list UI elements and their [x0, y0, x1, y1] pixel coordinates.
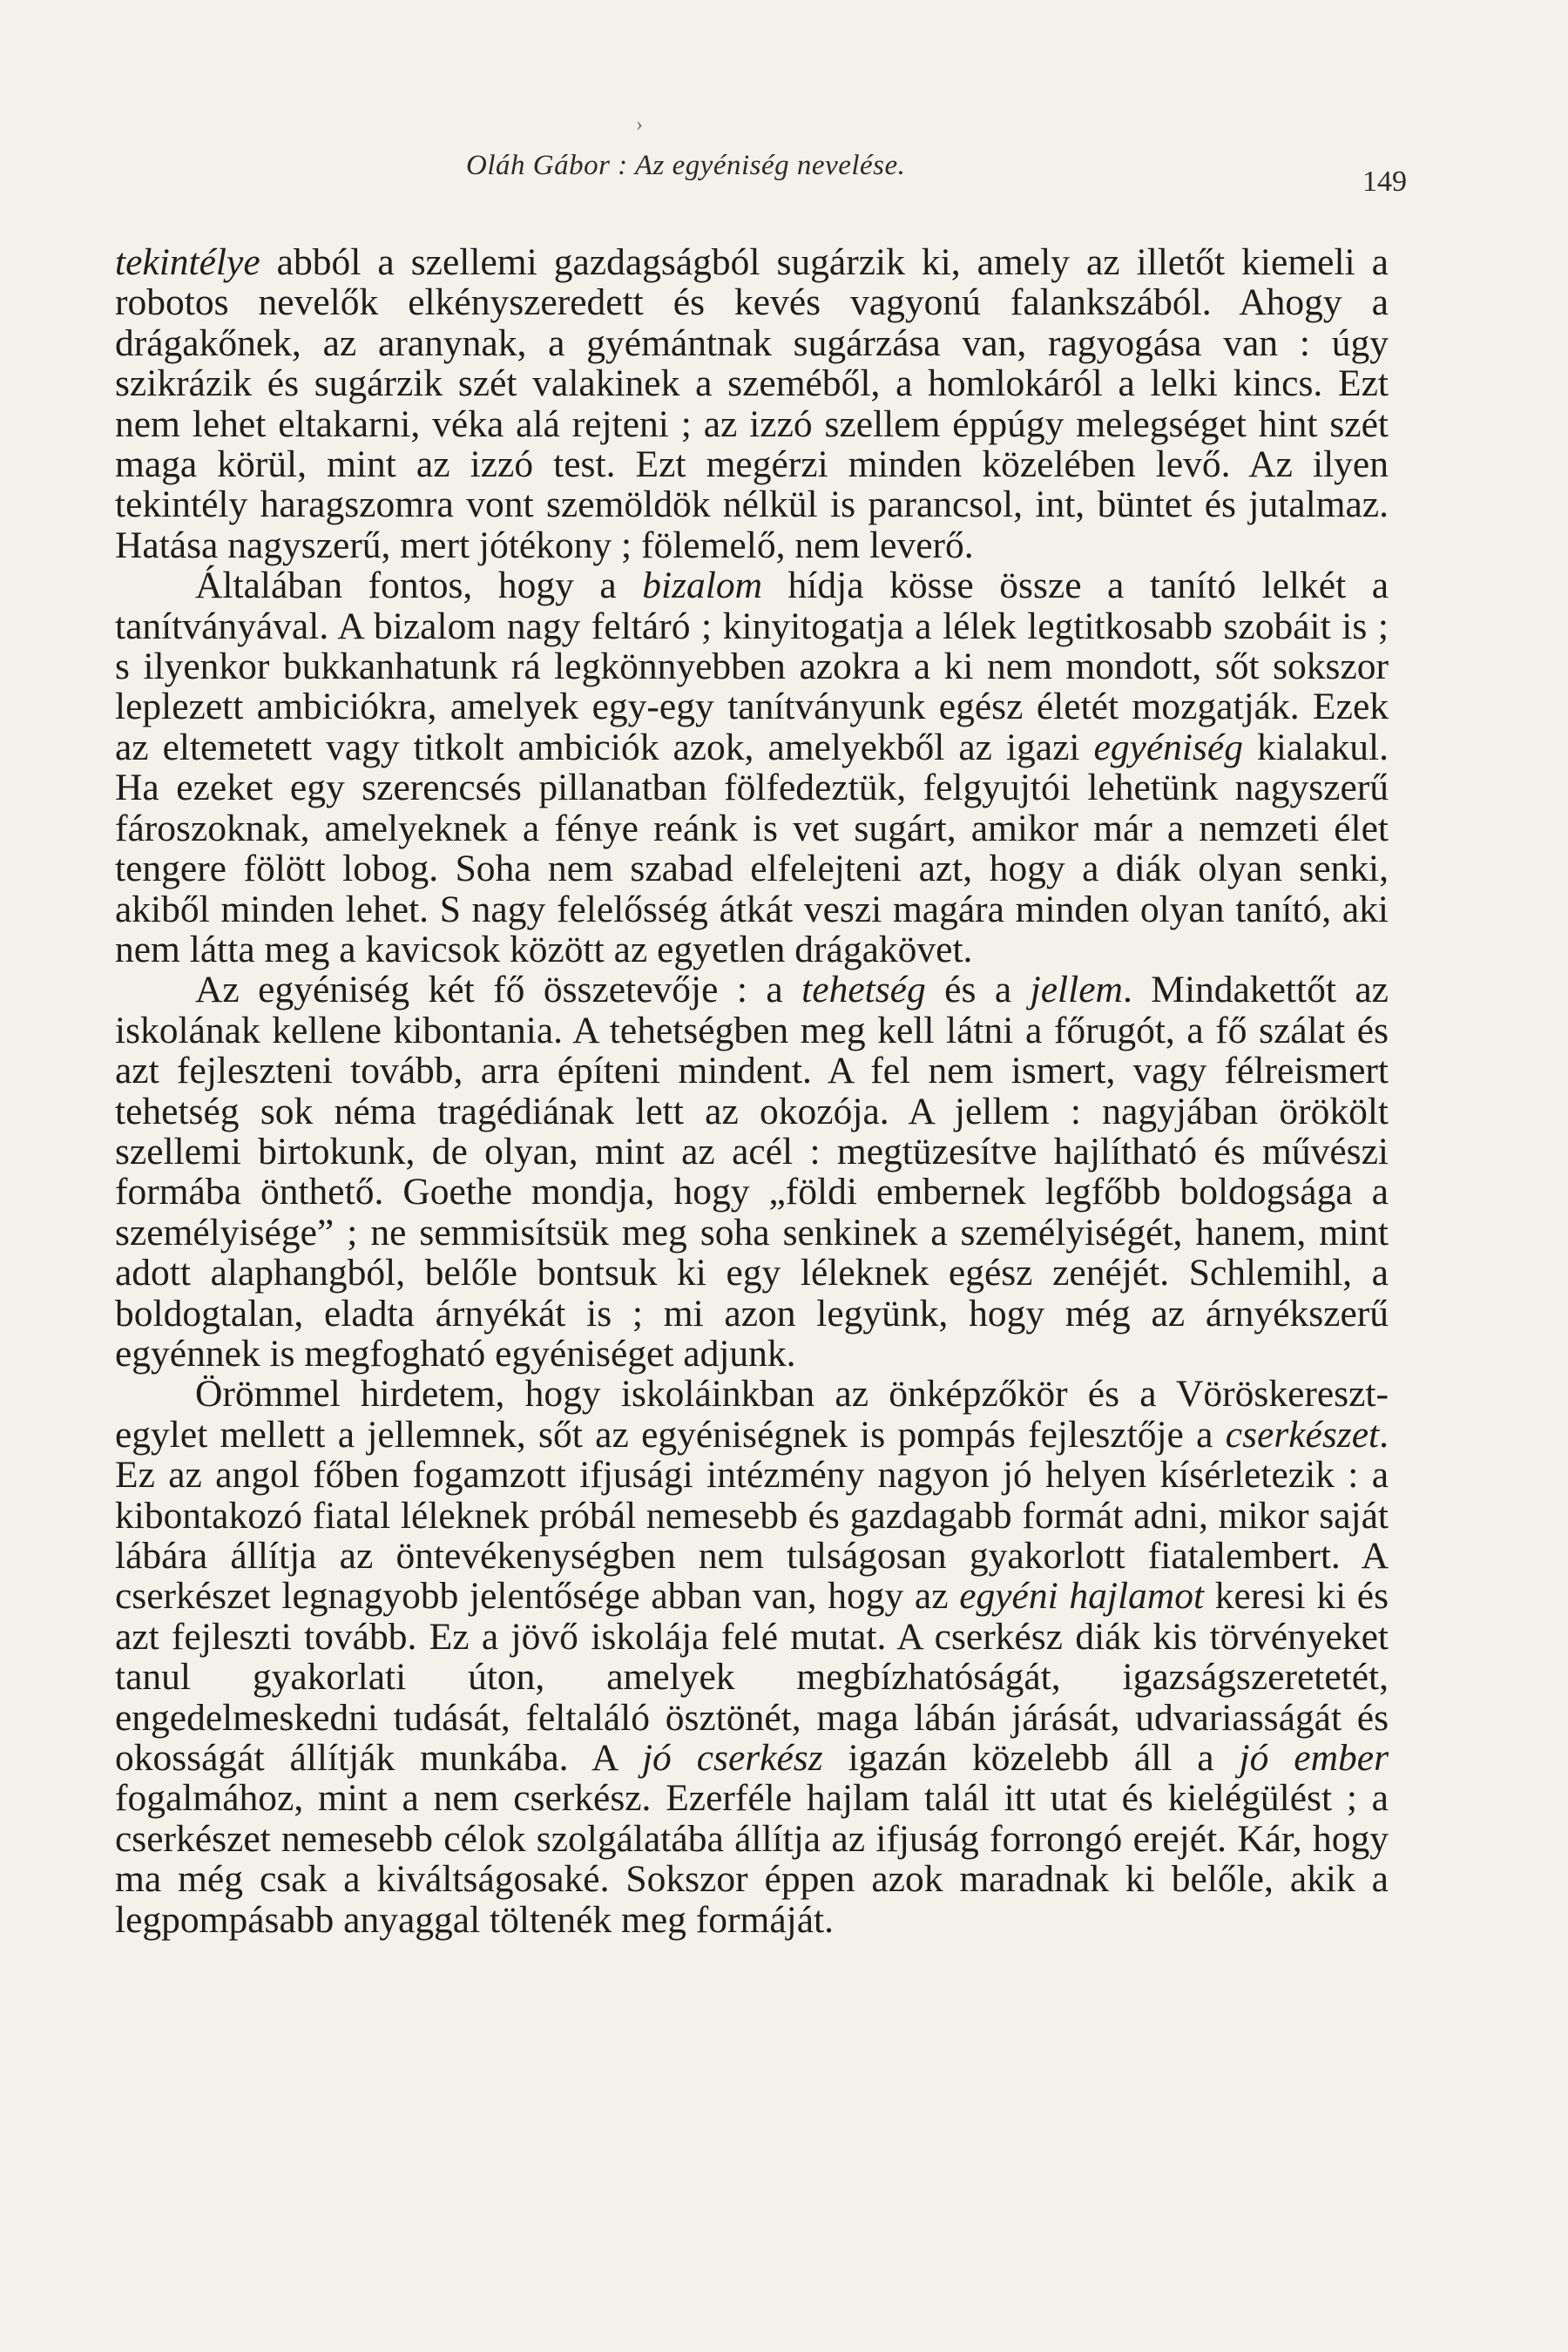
paragraph-4 [115, 1374, 1389, 1940]
text-run: és a [925, 969, 1031, 1011]
text-run: . Ez az angol főben fogamzott ifjusági intézmény nagyon jó helyen kísérletezik : a kibontakozó fiatal léleknek próbál nemesebb és gazdagabb formát adni, mikor saját lábára állítja az öntevékenységben nem tulságosan gyakorlott fiatalembert. A cserkészet legnagyobb jelentősége abban van, hogy az [115, 1413, 1389, 1618]
page-number: 149 [1362, 166, 1407, 198]
text-run: keresi ki és azt fejleszti tovább. Ez a jövő iskolája felé mutat. A cserkész diák kis törvényeket tanul gyakorlati úton, amelyek megbízhatóságát, igazságszeretetét, engedelmeskedni tudását, feltaláló ösztönét, maga lábán járását, udvariasságát és okosságát állítják munkába. A [115, 1575, 1389, 1780]
paragraph-3 [115, 970, 1389, 1374]
text-run: igazán közelebb áll a [822, 1737, 1240, 1780]
text-run: Az egyéniség két fő összetevője : a [195, 969, 802, 1011]
italic-text: jó ember [1239, 1737, 1389, 1780]
italic-text: egyéniség [1093, 726, 1243, 768]
text-run: hídja kösse össze a tanító lelkét a tanítványával. A bizalom nagy feltáró ; kinyitogatja a lélek legtitkosabb szobáit is ; s ilyenkor bukkanhatunk rá legkönnyebben azokra a ki nem mondott, sőt sokszor leplezett ambiciókra, amelyek egy-egy tanítványunk egész életét mozgatják. Ezek az eltemetett vagy titkolt ambiciók azok, amelyekből az igazi [115, 564, 1389, 768]
italic-text: bizalom [642, 564, 762, 607]
italic-text: tekintélye [115, 241, 260, 283]
italic-text: jellem [1030, 969, 1123, 1011]
italic-text: egyéni hajlamot [959, 1575, 1205, 1618]
page-header [118, 146, 1407, 199]
text-run: Örömmel hirdetem, hogy iskoláinkban az önképzőkör és a Vöröskereszt-egylet mellett a jellemnek, sőt az egyéniségnek is pompás fejlesztője a [115, 1373, 1389, 1456]
italic-text: cserkészet [1225, 1413, 1380, 1456]
text-run: Általában fontos, hogy a [195, 564, 643, 607]
text-run: fogalmához, mint a nem cserkész. Ezerféle hajlam talál itt utat és kielégülést ; a cserkészet nemesebb célok szolgálatába állítja az ifjuság forrongó erejét. Kár, hogy ma még csak a kiváltságosaké. Sokszor éppen azok maradnak ki belőle, akik a legpompásabb anyaggal töltenék meg formáját. [115, 1777, 1389, 1941]
scan-mark: › [636, 113, 643, 136]
paragraph-1 [115, 242, 1389, 565]
text-run: abból a szellemi gazdagságból sugárzik ki, amely az illetőt kiemeli a robotos nevelők elkényszeredett és kevés vagyonú falankszából. Ahogy a drágakőnek, az aranynak, a gyémántnak sugárzása van, ragyogása van : úgy szikrázik és sugárzik szét valakinek a szeméből, a homlokáról a lelki kincs. Ezt nem lehet eltakarni, véka alá rejteni ; az izzó szellem éppúgy melegséget hint szét maga körül, mint az izzó test. Ezt megérzi minden közelében levő. Az ilyen tekintély haragszomra vont szemöldök nélkül is parancsol, int, büntet és jutalmaz. Hatása nagyszerű, mert jótékony ; fölemelő, nem leverő. [115, 241, 1389, 566]
running-title: Oláh Gábor : Az egyéniség nevelése. [466, 150, 906, 181]
italic-text: tehetség [801, 969, 926, 1011]
body-text [115, 242, 1389, 1940]
italic-text: jó cserkész [641, 1737, 823, 1780]
text-run: kialakul. Ha ezeket egy szerencsés pillanatban fölfedeztük, felgyujtói lehetünk nagyszerű fároszoknak, amelyeknek a fénye reánk is vet sugárt, amikor már a nemzeti élet tengere fölött lobog. Soha nem szabad elfelejteni azt, hogy a diák olyan senki, akiből minden lehet. S nagy felelősség átkát veszi magára minden olyan tanító, aki nem látta meg a kavicsok között az egyetlen drágakövet. [115, 726, 1389, 970]
paragraph-2 [115, 565, 1389, 970]
text-run: . Mindakettőt az iskolának kellene kibontania. A tehetségben meg kell látni a főrugót, a fő szálat és azt fejleszteni tovább, arra építeni mindent. A fel nem ismert, vagy félreismert tehetség sok néma tragédiának lett az okozója. A jellem : nagyjában örökölt szellemi birtokunk, de olyan, mint az acél : megtüzesítve hajlítható és művészi formába önthető. Goethe mondja, hogy „földi embernek legfőbb boldogsága a személyisége” ; ne semmisítsük meg soha senkinek a személyiségét, hanem, mint adott alaphangból, belőle bontsuk ki egy léleknek egész zenéjét. Schlemihl, a boldogtalan, eladta árnyékát is ; mi azon legyünk, hogy még az árnyékszerű egyénnek is megfogható egyéniséget adjunk. [115, 969, 1389, 1375]
